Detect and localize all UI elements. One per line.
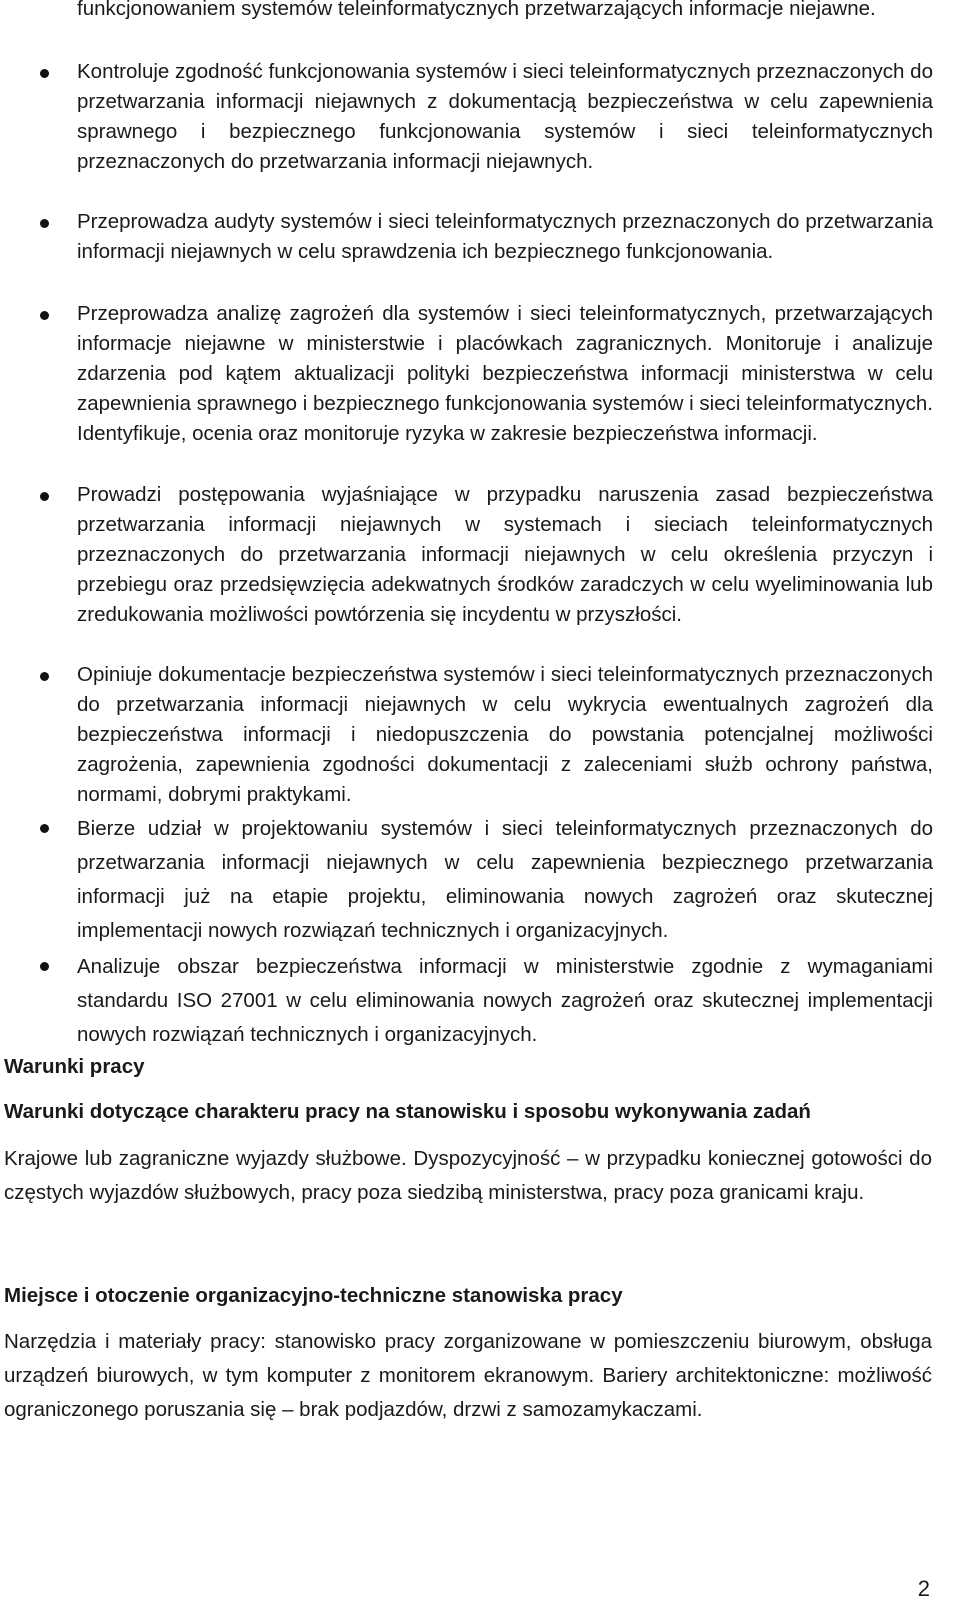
list-item	[77, 950, 933, 1052]
list-item	[77, 207, 933, 267]
bullet-icon	[40, 219, 49, 228]
list-item-text: Przeprowadza audyty systemów i sieci teleinformatycznych przeznaczonych do przetwarzania informacji niejawnych w celu sprawdzenia ich bezpiecznego funkcjonowania.	[77, 210, 933, 263]
page-number: 2	[917, 1576, 930, 1601]
nature-paragraph: Krajowe lub zagraniczne wyjazdy służbowe. Dyspozycyjność – w przypadku koniecznej gotowości do częstych wyjazdów służbowych, pracy poza siedzibą ministerstwa, pracy poza granicami kraju.	[4, 1147, 932, 1204]
place-paragraph: Narzędzia i materiały pracy: stanowisko pracy zorganizowane w pomieszczeniu biurowym, obsługa urządzeń biurowych, w tym komputer z monitorem ekranowym. Bariery architektoniczne: możliwość ograniczonego poruszania się – brak podjazdów, drzwi z samozamykaczami.	[4, 1330, 932, 1421]
list-item-text: Opiniuje dokumentacje bezpieczeństwa systemów i sieci teleinformatycznych przeznaczonych do przetwarzania informacji niejawnych w celu wykrycia ewentualnych zagrożeń dla bezpieczeństwa informacji i niedopuszczenia do powstania potencjalnej możliwości zagrożenia, zapewnienia zgodności dokumentacji z zaleceniami służb ochrony państwa, normami, dobrymi praktykami.	[77, 663, 933, 806]
list-item-text: Bierze udział w projektowaniu systemów i sieci teleinformatycznych przeznaczonych do przetwarzania informacji niejawnych w celu zapewnienia bezpiecznego przetwarzania informacji już na etapie projektu, eliminowania nowych zagrożeń oraz skutecznej implementacji nowych rozwiązań technicznych i organizacyjnych.	[77, 817, 933, 942]
bullet-icon	[40, 824, 49, 833]
section-title: Warunki pracy	[4, 1055, 145, 1078]
list-item-text: Kontroluje zgodność funkcjonowania systemów i sieci teleinformatycznych przeznaczonych do przetwarzania informacji niejawnych z dokumentacją bezpieczeństwa w celu zapewnienia sprawnego i bezpiecznego funkcjonowania systemów i sieci teleinformatycznych przeznaczonych do przetwarzania informacji niejawnych.	[77, 60, 933, 173]
list-item	[77, 480, 933, 630]
place-heading: Miejsce i otoczenie organizacyjno-techniczne stanowiska pracy	[4, 1284, 623, 1307]
list-item-text: Przeprowadza analizę zagrożeń dla systemów i sieci teleinformatycznych, przetwarzających informacje niejawne w ministerstwie i placówkach zagranicznych. Monitoruje i analizuje zdarzenia pod kątem aktualizacji polityki bezpieczeństwa informacji ministerstwa w celu zapewnienia sprawnego i bezpiecznego funkcjonowania systemów i sieci teleinformatycznych. Identyfikuje, ocenia oraz monitoruje ryzyka w zakresie bezpieczeństwa informacji.	[77, 302, 933, 445]
list-item	[77, 299, 933, 449]
list-item	[77, 57, 933, 177]
bullet-icon	[40, 492, 49, 501]
list-item-text: Analizuje obszar bezpieczeństwa informacji w ministerstwie zgodnie z wymaganiami standardu ISO 27001 w celu eliminowania nowych zagrożeń oraz skutecznej implementacji nowych rozwiązań technicznych i organizacyjnych.	[77, 955, 933, 1046]
list-item	[77, 660, 933, 810]
nature-heading: Warunki dotyczące charakteru pracy na stanowisku i sposobu wykonywania zadań	[4, 1100, 811, 1123]
bullet-icon	[40, 962, 49, 971]
list-item	[77, 812, 933, 948]
bullet-icon	[40, 69, 49, 78]
list-item-text: Prowadzi postępowania wyjaśniające w przypadku naruszenia zasad bezpieczeństwa przetwarzania informacji niejawnych w systemach i sieciach teleinformatycznych przeznaczonych do przetwarzania informacji niejawnych w celu określenia przyczyn i przebiegu oraz przedsięwzięcia adekwatnych środków zaradczych w celu wyeliminowania lub zredukowania możliwości powtórzenia się incydentu w przyszłości.	[77, 483, 933, 626]
list-continuation: funkcjonowaniem systemów teleinformatycznych przetwarzających informacje niejawne.	[77, 0, 876, 20]
bullet-icon	[40, 311, 49, 320]
bullet-icon	[40, 672, 49, 681]
